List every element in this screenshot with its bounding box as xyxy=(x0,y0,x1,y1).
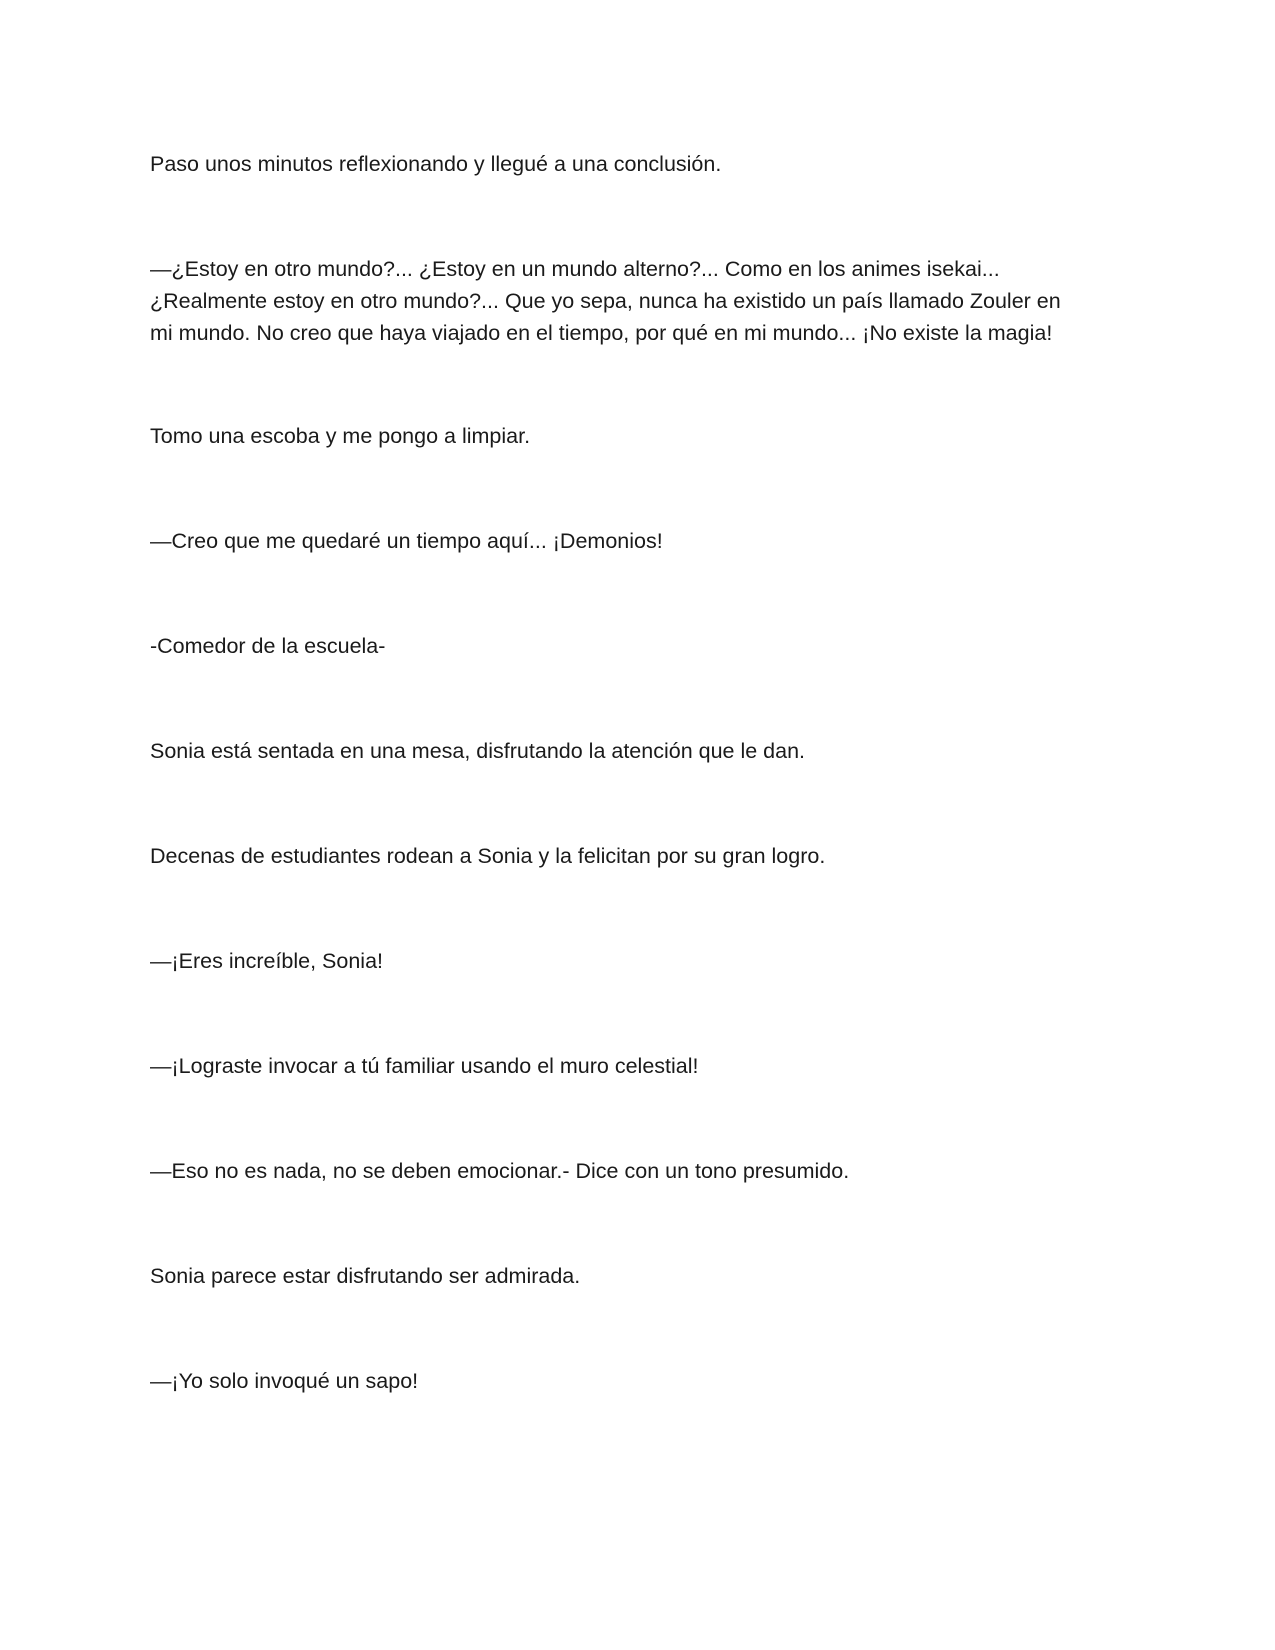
text-line: Paso unos minutos reflexionando y llegué a una conclusión. xyxy=(150,152,722,176)
paragraph-narration-admired xyxy=(150,1260,1125,1292)
text-line: mi mundo. No creo que haya viajado en el tiempo, por qué en mi mundo... ¡No existe la magia! xyxy=(150,321,1053,345)
text-line: -Comedor de la escuela- xyxy=(150,634,386,658)
paragraph-narration-conclusion xyxy=(150,148,1125,180)
text-line: —¡Yo solo invoqué un sapo! xyxy=(150,1369,419,1393)
text-line: —Creo que me quedaré un tiempo aquí... ¡Demonios! xyxy=(150,529,663,553)
text-line: Sonia parece estar disfrutando ser admirada. xyxy=(150,1264,581,1288)
text-line: Decenas de estudiantes rodean a Sonia y la felicitan por su gran logro. xyxy=(150,844,826,868)
paragraph-narration-sonia-seated xyxy=(150,735,1125,767)
paragraph-dialogue-stay xyxy=(150,525,1125,557)
paragraph-narration-broom xyxy=(150,420,1125,452)
paragraph-dialogue-familiar xyxy=(150,1050,1125,1082)
text-line: ¿Realmente estoy en otro mundo?... Que yo sepa, nunca ha existido un país llamado Zouler en xyxy=(150,289,1061,313)
paragraph-narration-students xyxy=(150,840,1125,872)
text-line: —¿Estoy en otro mundo?... ¿Estoy en un mundo alterno?... Como en los animes isekai... xyxy=(150,257,1000,281)
text-line: —¡Lograste invocar a tú familiar usando el muro celestial! xyxy=(150,1054,699,1078)
text-line: Tomo una escoba y me pongo a limpiar. xyxy=(150,424,531,448)
text-line: Sonia está sentada en una mesa, disfrutando la atención que le dan. xyxy=(150,739,806,763)
paragraph-dialogue-other-world xyxy=(150,253,1125,349)
scene-heading xyxy=(150,630,1125,662)
paragraph-dialogue-incredible xyxy=(150,945,1125,977)
text-line: —Eso no es nada, no se deben emocionar.- Dice con un tono presumido. xyxy=(150,1159,850,1183)
paragraph-dialogue-toad xyxy=(150,1365,1125,1397)
paragraph-dialogue-presumido xyxy=(150,1155,1125,1187)
text-line: —¡Eres increíble, Sonia! xyxy=(150,949,384,973)
